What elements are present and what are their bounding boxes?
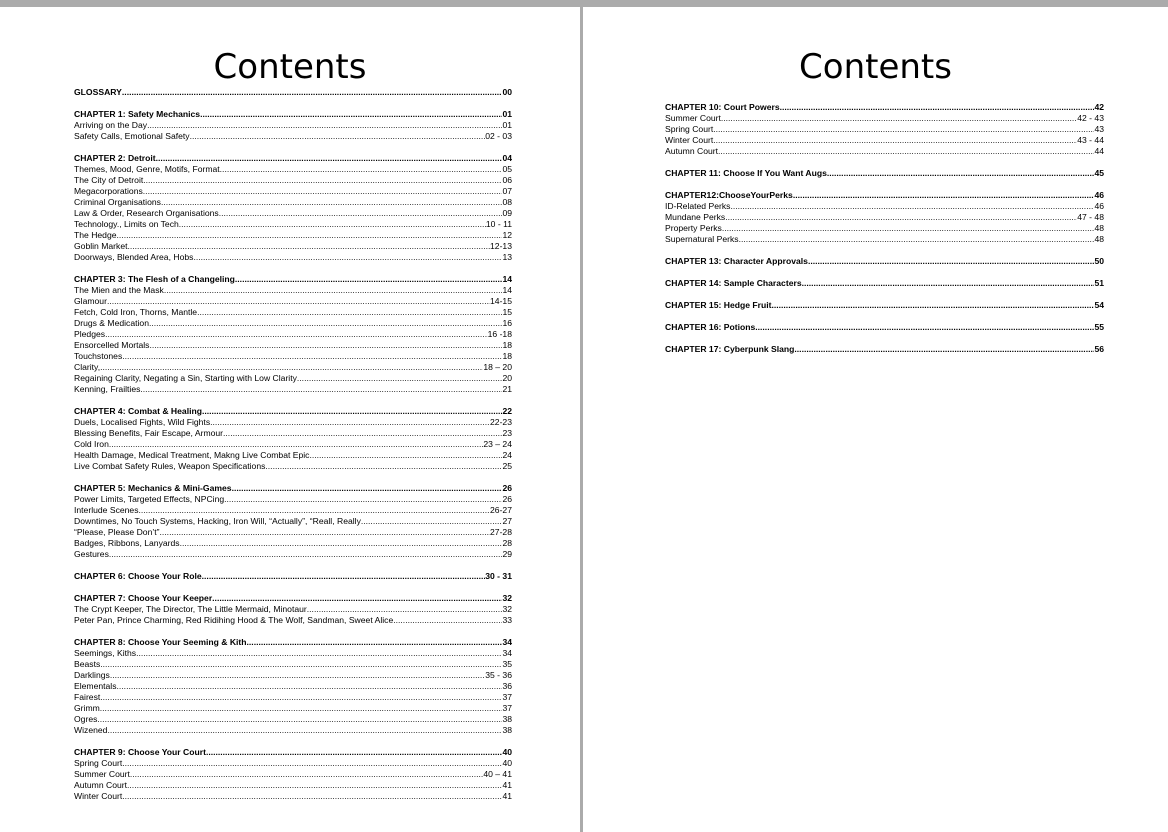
entry-page-number: 15 <box>502 307 512 317</box>
dot-leader <box>136 648 502 659</box>
entry-title: Peter Pan, Prince Charming, Red Ridihing Hood & The Wolf, Sandman, Sweet Alice <box>74 615 394 625</box>
entry-page-number: 55 <box>1094 322 1104 332</box>
toc-entry <box>74 208 512 219</box>
dot-leader <box>107 725 502 736</box>
entry-title: Megacorporations <box>74 186 143 196</box>
dot-leader <box>100 362 483 373</box>
entry-page-number: 24 <box>502 450 512 460</box>
entry-page-number: 26-27 <box>490 505 512 515</box>
toc-entry <box>74 703 512 714</box>
entry-title: CHAPTER 13: Character Approvals <box>665 256 808 266</box>
entry-page-number: 54 <box>1094 300 1104 310</box>
dot-leader <box>143 186 503 197</box>
toc-entry <box>74 758 512 769</box>
dot-leader <box>117 681 503 692</box>
entry-title: Beasts <box>74 659 101 669</box>
right-page <box>583 7 1168 832</box>
entry-page-number: 23 <box>502 428 512 438</box>
toc-entry <box>74 439 512 450</box>
entry-page-number: 32 <box>502 593 512 603</box>
toc-entry <box>665 212 1104 223</box>
dot-leader <box>105 329 488 340</box>
toc-entry <box>74 340 512 351</box>
entry-page-number: 34 <box>502 648 512 658</box>
dot-leader <box>721 113 1077 124</box>
dot-leader <box>297 373 503 384</box>
entry-page-number: 23 – 24 <box>483 439 512 449</box>
entry-page-number: 46 <box>1094 190 1104 200</box>
entry-page-number: 34 <box>502 637 512 647</box>
dot-leader <box>802 278 1095 289</box>
entry-title: Spring Court <box>74 758 123 768</box>
entry-title: Goblin Market <box>74 241 128 251</box>
entry-title: Grimm <box>74 703 100 713</box>
entry-title: Criminal Organisations <box>74 197 161 207</box>
dot-leader <box>265 461 502 472</box>
toc-chapter-entry <box>665 344 1104 355</box>
entry-title: CHAPTER 4: Combat & Healing <box>74 406 202 416</box>
entry-title: Clarity, <box>74 362 101 372</box>
entry-title: CHAPTER 10: Court Powers <box>665 102 780 112</box>
dot-leader <box>202 406 502 417</box>
entry-title: Safety Calls, Emotional Safety <box>74 131 190 141</box>
entry-title: CHAPTER 9: Choose Your Court <box>74 747 206 757</box>
dot-leader <box>393 615 502 626</box>
dot-leader <box>307 604 503 615</box>
entry-title: CHAPTER 7: Choose Your Keeper <box>74 593 213 603</box>
dot-leader <box>725 212 1077 223</box>
toc-entry <box>74 296 512 307</box>
dot-leader <box>827 168 1095 179</box>
entry-title: Ensorcelled Mortals <box>74 340 150 350</box>
toc-entry <box>665 113 1104 124</box>
toc-chapter-entry <box>665 190 1104 201</box>
entry-page-number: 41 <box>502 791 512 801</box>
toc-entry <box>74 219 512 230</box>
entry-title: CHAPTER 17: Cyberpunk Slang <box>665 344 795 354</box>
entry-title: Gestures <box>74 549 109 559</box>
entry-page-number: 38 <box>502 725 512 735</box>
entry-page-number: 21 <box>502 384 512 394</box>
entry-title: Spring Court <box>665 124 714 134</box>
entry-page-number: 48 <box>1094 234 1104 244</box>
entry-page-number: 26 <box>502 483 512 493</box>
entry-title: CHAPTER 14: Sample Characters <box>665 278 802 288</box>
entry-title: CHAPTER 11: Choose If You Want Augs <box>665 168 827 178</box>
dot-leader <box>122 758 502 769</box>
entry-title: Seemings, Kiths <box>74 648 137 658</box>
entry-title: Summer Court <box>74 769 130 779</box>
toc-entry <box>665 124 1104 135</box>
toc-entry <box>74 175 512 186</box>
entry-title: CHAPTER 6: Choose Your Role <box>74 571 202 581</box>
toc-entry <box>74 417 512 428</box>
toc-entry <box>74 186 512 197</box>
toc-entry <box>74 131 512 142</box>
dot-leader <box>219 208 503 219</box>
toc-chapter-entry <box>665 322 1104 333</box>
entry-page-number: 22-23 <box>490 417 512 427</box>
toc-entry <box>74 725 512 736</box>
entry-title: ID-Related Perks <box>665 201 731 211</box>
entry-page-number: 16 <box>502 318 512 328</box>
toc-chapter-entry <box>74 109 512 120</box>
entry-title: Drugs & Medication <box>74 318 149 328</box>
entry-title: Technology., Limits on Tech <box>74 219 179 229</box>
dot-leader <box>179 219 486 230</box>
toc-entry <box>74 659 512 670</box>
entry-page-number: 37 <box>502 692 512 702</box>
dot-leader <box>130 769 483 780</box>
toc-entry <box>74 527 512 538</box>
toc-chapter-entry <box>74 637 512 648</box>
entry-page-number: 41 <box>502 780 512 790</box>
entry-title: Fairest <box>74 692 101 702</box>
entry-page-number: 42 <box>1094 102 1104 112</box>
dot-leader <box>161 197 503 208</box>
toc-entry <box>74 604 512 615</box>
entry-page-number: 22 <box>502 406 512 416</box>
toc-entry <box>74 318 512 329</box>
dot-leader <box>755 322 1094 333</box>
toc-entry <box>74 516 512 527</box>
entry-title: Doorways, Blended Area, Hobs <box>74 252 194 262</box>
entry-page-number: 40 – 41 <box>483 769 512 779</box>
dot-leader <box>100 703 503 714</box>
entry-page-number: 18 – 20 <box>483 362 512 372</box>
dot-leader <box>722 223 1095 234</box>
entry-title: Cold Iron <box>74 439 109 449</box>
entry-title: Downtimes, No Touch Systems, Hacking, Iron Will, “Actually”, “Reall, Really <box>74 516 361 526</box>
toc-entry <box>74 692 512 703</box>
toc-chapter-entry <box>74 593 512 604</box>
table-of-contents <box>74 87 512 802</box>
dot-leader <box>730 201 1094 212</box>
entry-title: Autumn Court <box>665 146 719 156</box>
dot-leader <box>210 417 490 428</box>
toc-entry <box>665 234 1104 245</box>
toc-entry <box>665 201 1104 212</box>
dot-leader <box>100 692 502 703</box>
entry-page-number: 36 <box>502 681 512 691</box>
entry-title: Darklings <box>74 670 110 680</box>
toc-entry <box>74 538 512 549</box>
toc-entry <box>74 648 512 659</box>
entry-page-number: 27 <box>502 516 512 526</box>
entry-title: Autumn Court <box>74 780 128 790</box>
toc-entry <box>74 285 512 296</box>
dot-leader <box>713 135 1077 146</box>
toc-entry <box>74 384 512 395</box>
toc-entry <box>74 505 512 516</box>
toc-chapter-entry <box>74 87 512 98</box>
dot-leader <box>200 109 502 120</box>
entry-title: The Hedge <box>74 230 117 240</box>
entry-page-number: 43 <box>1094 124 1104 134</box>
entry-page-number: 40 <box>502 758 512 768</box>
entry-page-number: 33 <box>502 615 512 625</box>
toc-entry <box>74 428 512 439</box>
dot-leader <box>117 230 503 241</box>
toc-entry <box>74 681 512 692</box>
toc-chapter-entry <box>665 278 1104 289</box>
dot-leader <box>100 659 502 670</box>
toc-chapter-entry <box>665 300 1104 311</box>
dot-leader <box>197 307 502 318</box>
dot-leader <box>107 296 490 307</box>
toc-chapter-entry <box>74 483 512 494</box>
toc-entry <box>74 373 512 384</box>
entry-title: Winter Court <box>665 135 714 145</box>
entry-page-number: 12 <box>502 230 512 240</box>
entry-page-number: 01 <box>502 120 512 130</box>
entry-page-number: 00 <box>502 87 512 97</box>
dot-leader <box>149 340 502 351</box>
entry-title: Badges, Ribbons, Lanyards <box>74 538 180 548</box>
toc-entry <box>74 241 512 252</box>
page-title: Contents <box>799 47 952 87</box>
entry-page-number: 25 <box>502 461 512 471</box>
entry-page-number: 44 <box>1094 146 1104 156</box>
dot-leader <box>793 190 1095 201</box>
entry-page-number: 14 <box>502 285 512 295</box>
entry-title: Kenning, Frailties <box>74 384 141 394</box>
dot-leader <box>122 791 502 802</box>
toc-entry <box>74 252 512 263</box>
dot-leader <box>143 175 502 186</box>
toc-chapter-entry <box>74 571 512 582</box>
dot-leader <box>206 747 503 758</box>
entry-title: Duels, Localised Fights, Wild Fights <box>74 417 211 427</box>
entry-page-number: 40 <box>502 747 512 757</box>
entry-title: CHAPTER 16: Potions <box>665 322 756 332</box>
dot-leader <box>808 256 1094 267</box>
dot-leader <box>780 102 1095 113</box>
dot-leader <box>794 344 1094 355</box>
entry-page-number: 18 <box>502 351 512 361</box>
dot-leader <box>193 252 502 263</box>
entry-title: Power Limits, Targeted Effects, NPCing <box>74 494 225 504</box>
toc-entry <box>74 351 512 362</box>
left-page <box>0 7 580 832</box>
entry-title: Arriving on the Day <box>74 120 148 130</box>
entry-page-number: 42 - 43 <box>1077 113 1104 123</box>
dot-leader <box>180 538 503 549</box>
entry-page-number: 35 <box>502 659 512 669</box>
entry-title: CHAPTER 8: Choose Your Seeming & Kith <box>74 637 247 647</box>
entry-title: CHAPTER 1: Safety Mechanics <box>74 109 201 119</box>
entry-page-number: 56 <box>1094 344 1104 354</box>
dot-leader <box>309 450 502 461</box>
toc-entry <box>665 223 1104 234</box>
dot-leader <box>139 505 491 516</box>
entry-title: Elementals <box>74 681 117 691</box>
dot-leader <box>739 234 1095 245</box>
dot-leader <box>127 780 502 791</box>
entry-title: CHAPTER 15: Hedge Fruit <box>665 300 772 310</box>
toc-entry <box>74 197 512 208</box>
toc-chapter-entry <box>665 102 1104 113</box>
entry-title: CHAPTER12:ChooseYourPerks <box>665 190 793 200</box>
dot-leader <box>771 300 1094 311</box>
entry-page-number: 09 <box>502 208 512 218</box>
entry-page-number: 04 <box>502 153 512 163</box>
entry-title: Wizened <box>74 725 108 735</box>
toc-entry <box>74 120 512 131</box>
entry-title: Summer Court <box>665 113 721 123</box>
dot-leader <box>140 384 502 395</box>
entry-title: The Crypt Keeper, The Director, The Little Mermaid, Minotaur <box>74 604 307 614</box>
entry-page-number: 14-15 <box>490 296 512 306</box>
entry-title: Glamour <box>74 296 107 306</box>
toc-entry <box>665 146 1104 157</box>
dot-leader <box>361 516 503 527</box>
entry-page-number: 20 <box>502 373 512 383</box>
entry-page-number: 16 -18 <box>487 329 512 339</box>
dot-leader <box>156 153 503 164</box>
entry-title: Ogres <box>74 714 98 724</box>
toc-entry <box>74 164 512 175</box>
toc-entry <box>74 791 512 802</box>
dot-leader <box>224 494 502 505</box>
entry-title: The Mien and the Mask <box>74 285 164 295</box>
entry-page-number: 46 <box>1094 201 1104 211</box>
dot-leader <box>110 670 485 681</box>
entry-title: CHAPTER 2: Detroit <box>74 153 156 163</box>
entry-page-number: 37 <box>502 703 512 713</box>
entry-title: CHAPTER 3: The Flesh of a Changeling <box>74 274 235 284</box>
toc-entry <box>74 615 512 626</box>
toc-entry <box>74 549 512 560</box>
dot-leader <box>232 483 503 494</box>
toc-entry <box>74 494 512 505</box>
entry-page-number: 08 <box>502 197 512 207</box>
entry-title: Winter Court <box>74 791 123 801</box>
entry-page-number: 26 <box>502 494 512 504</box>
toc-entry <box>74 670 512 681</box>
dot-leader <box>109 549 503 560</box>
toc-chapter-entry <box>665 168 1104 179</box>
entry-page-number: 27-28 <box>490 527 512 537</box>
entry-page-number: 30 - 31 <box>485 571 512 581</box>
toc-chapter-entry <box>74 747 512 758</box>
dot-leader <box>190 131 486 142</box>
dot-leader <box>247 637 503 648</box>
entry-title: Touchstones <box>74 351 123 361</box>
entry-page-number: 51 <box>1094 278 1104 288</box>
toc-chapter-entry <box>665 256 1104 267</box>
toc-entry <box>665 135 1104 146</box>
entry-title: GLOSSARY <box>74 87 122 97</box>
dot-leader <box>149 318 502 329</box>
entry-page-number: 38 <box>502 714 512 724</box>
entry-title: Mundane Perks <box>665 212 726 222</box>
entry-title: Supernatural Perks <box>665 234 739 244</box>
toc-entry <box>74 230 512 241</box>
toc-entry <box>74 362 512 373</box>
toc-chapter-entry <box>74 406 512 417</box>
entry-page-number: 18 <box>502 340 512 350</box>
dot-leader <box>220 164 503 175</box>
entry-title: Live Combat Safety Rules, Weapon Specifications <box>74 461 266 471</box>
entry-page-number: 07 <box>502 186 512 196</box>
toc-entry <box>74 307 512 318</box>
entry-title: CHAPTER 5: Mechanics & Mini-Games <box>74 483 232 493</box>
entry-page-number: 43 - 44 <box>1077 135 1104 145</box>
page-title: Contents <box>213 47 367 87</box>
toc-entry <box>74 714 512 725</box>
entry-page-number: 01 <box>502 109 512 119</box>
dot-leader <box>122 351 502 362</box>
entry-page-number: 35 - 36 <box>485 670 512 680</box>
toc-entry <box>74 329 512 340</box>
entry-page-number: 47 - 48 <box>1077 212 1104 222</box>
entry-title: “Please, Please Don’t” <box>74 527 160 537</box>
toc-chapter-entry <box>74 153 512 164</box>
dot-leader <box>109 439 483 450</box>
entry-title: Themes, Mood, Genre, Motifs, Format <box>74 164 220 174</box>
dot-leader <box>128 241 491 252</box>
toc-chapter-entry <box>74 274 512 285</box>
entry-page-number: 05 <box>502 164 512 174</box>
entry-title: Law & Order, Research Organisations <box>74 208 219 218</box>
entry-title: Interlude Scenes <box>74 505 139 515</box>
toc-entry <box>74 780 512 791</box>
dot-leader <box>122 87 503 98</box>
dot-leader <box>713 124 1094 135</box>
entry-title: Regaining Clarity, Negating a Sin, Starting with Low Clarity <box>74 373 297 383</box>
dot-leader <box>212 593 502 604</box>
dot-leader <box>718 146 1094 157</box>
dot-leader <box>97 714 502 725</box>
entry-page-number: 48 <box>1094 223 1104 233</box>
entry-title: Property Perks <box>665 223 722 233</box>
dot-leader <box>223 428 502 439</box>
dot-leader <box>147 120 502 131</box>
toc-entry <box>74 461 512 472</box>
entry-title: The City of Detroit <box>74 175 144 185</box>
dot-leader <box>160 527 491 538</box>
entry-page-number: 02 - 03 <box>485 131 512 141</box>
table-of-contents <box>665 102 1104 355</box>
entry-page-number: 32 <box>502 604 512 614</box>
entry-page-number: 10 - 11 <box>485 219 512 229</box>
entry-page-number: 50 <box>1094 256 1104 266</box>
entry-title: Health Damage, Medical Treatment, Makng Live Combat Epic <box>74 450 310 460</box>
toc-entry <box>74 450 512 461</box>
entry-title: Pledges <box>74 329 106 339</box>
dot-leader <box>235 274 503 285</box>
entry-page-number: 14 <box>502 274 512 284</box>
entry-page-number: 45 <box>1094 168 1104 178</box>
entry-page-number: 13 <box>502 252 512 262</box>
toc-entry <box>74 769 512 780</box>
entry-page-number: 29 <box>502 549 512 559</box>
entry-page-number: 06 <box>502 175 512 185</box>
dot-leader <box>164 285 503 296</box>
dot-leader <box>202 571 486 582</box>
entry-page-number: 28 <box>502 538 512 548</box>
entry-title: Fetch, Cold Iron, Thorns, Mantle <box>74 307 198 317</box>
entry-page-number: 12-13 <box>490 241 512 251</box>
entry-title: Blessing Benefits, Fair Escape, Armour <box>74 428 224 438</box>
